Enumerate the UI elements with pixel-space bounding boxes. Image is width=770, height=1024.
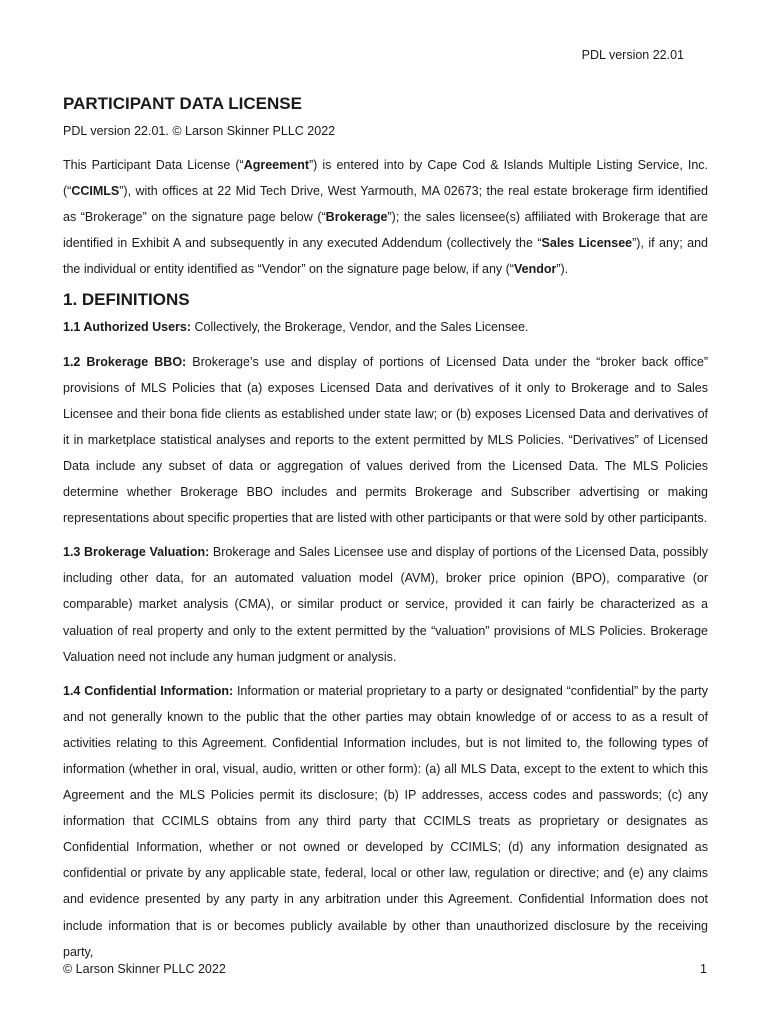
definition-term: 1.4 Confidential Information: <box>63 683 234 698</box>
intro-term-vendor: Vendor <box>513 262 557 277</box>
definition-term: 1.2 Brokerage BBO: <box>63 354 187 369</box>
intro-text: ”), if any; and the individual or entity identified as “Vendor” on the signature page below, if any (“ <box>63 236 708 277</box>
intro-term-agreement: Agreement <box>243 158 309 172</box>
definition-text: Brokerage and Sales Licensee use and display of portions of the Licensed Data, possibly including other data, for an automated valuation model (AVM), broker price opinion (BPO), comparative (or comparable) market analysis (CMA), or similar product or service, provided it can fairly be characterized as a valuation of real property and only to the extent permitted by the “valuation” provisions of MLS Policies. Brokerage Valuation need not include any human judgment or analysis. <box>63 545 708 664</box>
intro-term-brokerage: Brokerage <box>325 210 388 225</box>
footer-page-number: 1 <box>700 962 707 976</box>
intro-text: ”), with offices at 22 Mid Tech Drive, West Yarmouth, MA 02673; the real estate brokerage firm identified as “Brokerage” on the signature page below (“ <box>63 184 708 225</box>
document-content <box>63 94 708 973</box>
definition-term: 1.3 Brokerage Valuation: <box>63 545 210 560</box>
section-heading-definitions: 1. DEFINITIONS <box>63 290 190 310</box>
intro-text: This Participant Data License (“ <box>63 158 244 172</box>
definition-text: Information or material proprietary to a party or designated “confidential” by the party and not generally known to the public that the other parties may obtain knowledge of or access to as a result of activities relating to this Agreement. Confidential Information includes, but is not limited to, the following types of information (whether in oral, visual, audio, written or other form): (a) all MLS Data, except to the extent to which this Agreement and the MLS Policies permit its disclosure; (b) IP addresses, access codes and passwords; (c) any information that CCIMLS obtains from any third party that CCIMLS treats as proprietary or designates as Confidential Information, whether or not owned or developed by CCIMLS; (d) any information designated as confidential or private by any applicable state, federal, local or other law, regulation or directive; and (e) any claims and evidence presented by any party in any arbitration under this Agreement. Confidential Information does not include information that is or becomes publicly available by other than unauthorized disclosure by the receiving party, <box>63 683 708 959</box>
intro-term-ccimls: CCIMLS <box>71 184 120 199</box>
definition-1-3 <box>63 539 708 669</box>
intro-term-sales-licensee: Sales Licensee <box>541 236 633 251</box>
document-subtitle: PDL version 22.01. © Larson Skinner PLLC 2022 <box>63 124 336 138</box>
document-title: PARTICIPANT DATA LICENSE <box>63 94 302 113</box>
definition-text: Brokerage’s use and display of portions of Licensed Data under the “broker back office” provisions of MLS Policies that (a) exposes Licensed Data and derivatives of it only to Brokerage and to Sales Licensee and their bona fide clients as established under state law; or (b) exposes Licensed Data and derivatives of it in marketplace statistical analyses and reports to the extent permitted by MLS Policies. “Derivatives” of Licensed Data include any subset of data or aggregation of values derived from the Licensed Data. The MLS Policies determine whether Brokerage BBO includes and permits Brokerage and Subscriber advertising or making representations about specific properties that are listed with other participants or that were sold by other participants. <box>63 354 708 526</box>
intro-paragraph <box>63 152 708 282</box>
definition-1-1 <box>63 314 708 340</box>
intro-text: ”). <box>556 262 569 277</box>
definition-text: Collectively, the Brokerage, Vendor, and the Sales Licensee. <box>191 320 529 335</box>
definition-1-4 <box>63 678 708 965</box>
intro-text: ”) is entered into by Cape Cod & Islands Multiple Listing Service, Inc. (“ <box>63 158 708 199</box>
intro-text: ”); the sales licensee(s) affiliated with Brokerage that are identified in Exhibit A and subsequently in any executed Addendum (collectively the “ <box>63 210 708 251</box>
footer-copyright: © Larson Skinner PLLC 2022 <box>63 962 226 976</box>
definition-1-2 <box>63 349 708 532</box>
definition-term: 1.1 Authorized Users: <box>63 320 192 335</box>
page-header-version: PDL version 22.01 <box>581 48 684 62</box>
